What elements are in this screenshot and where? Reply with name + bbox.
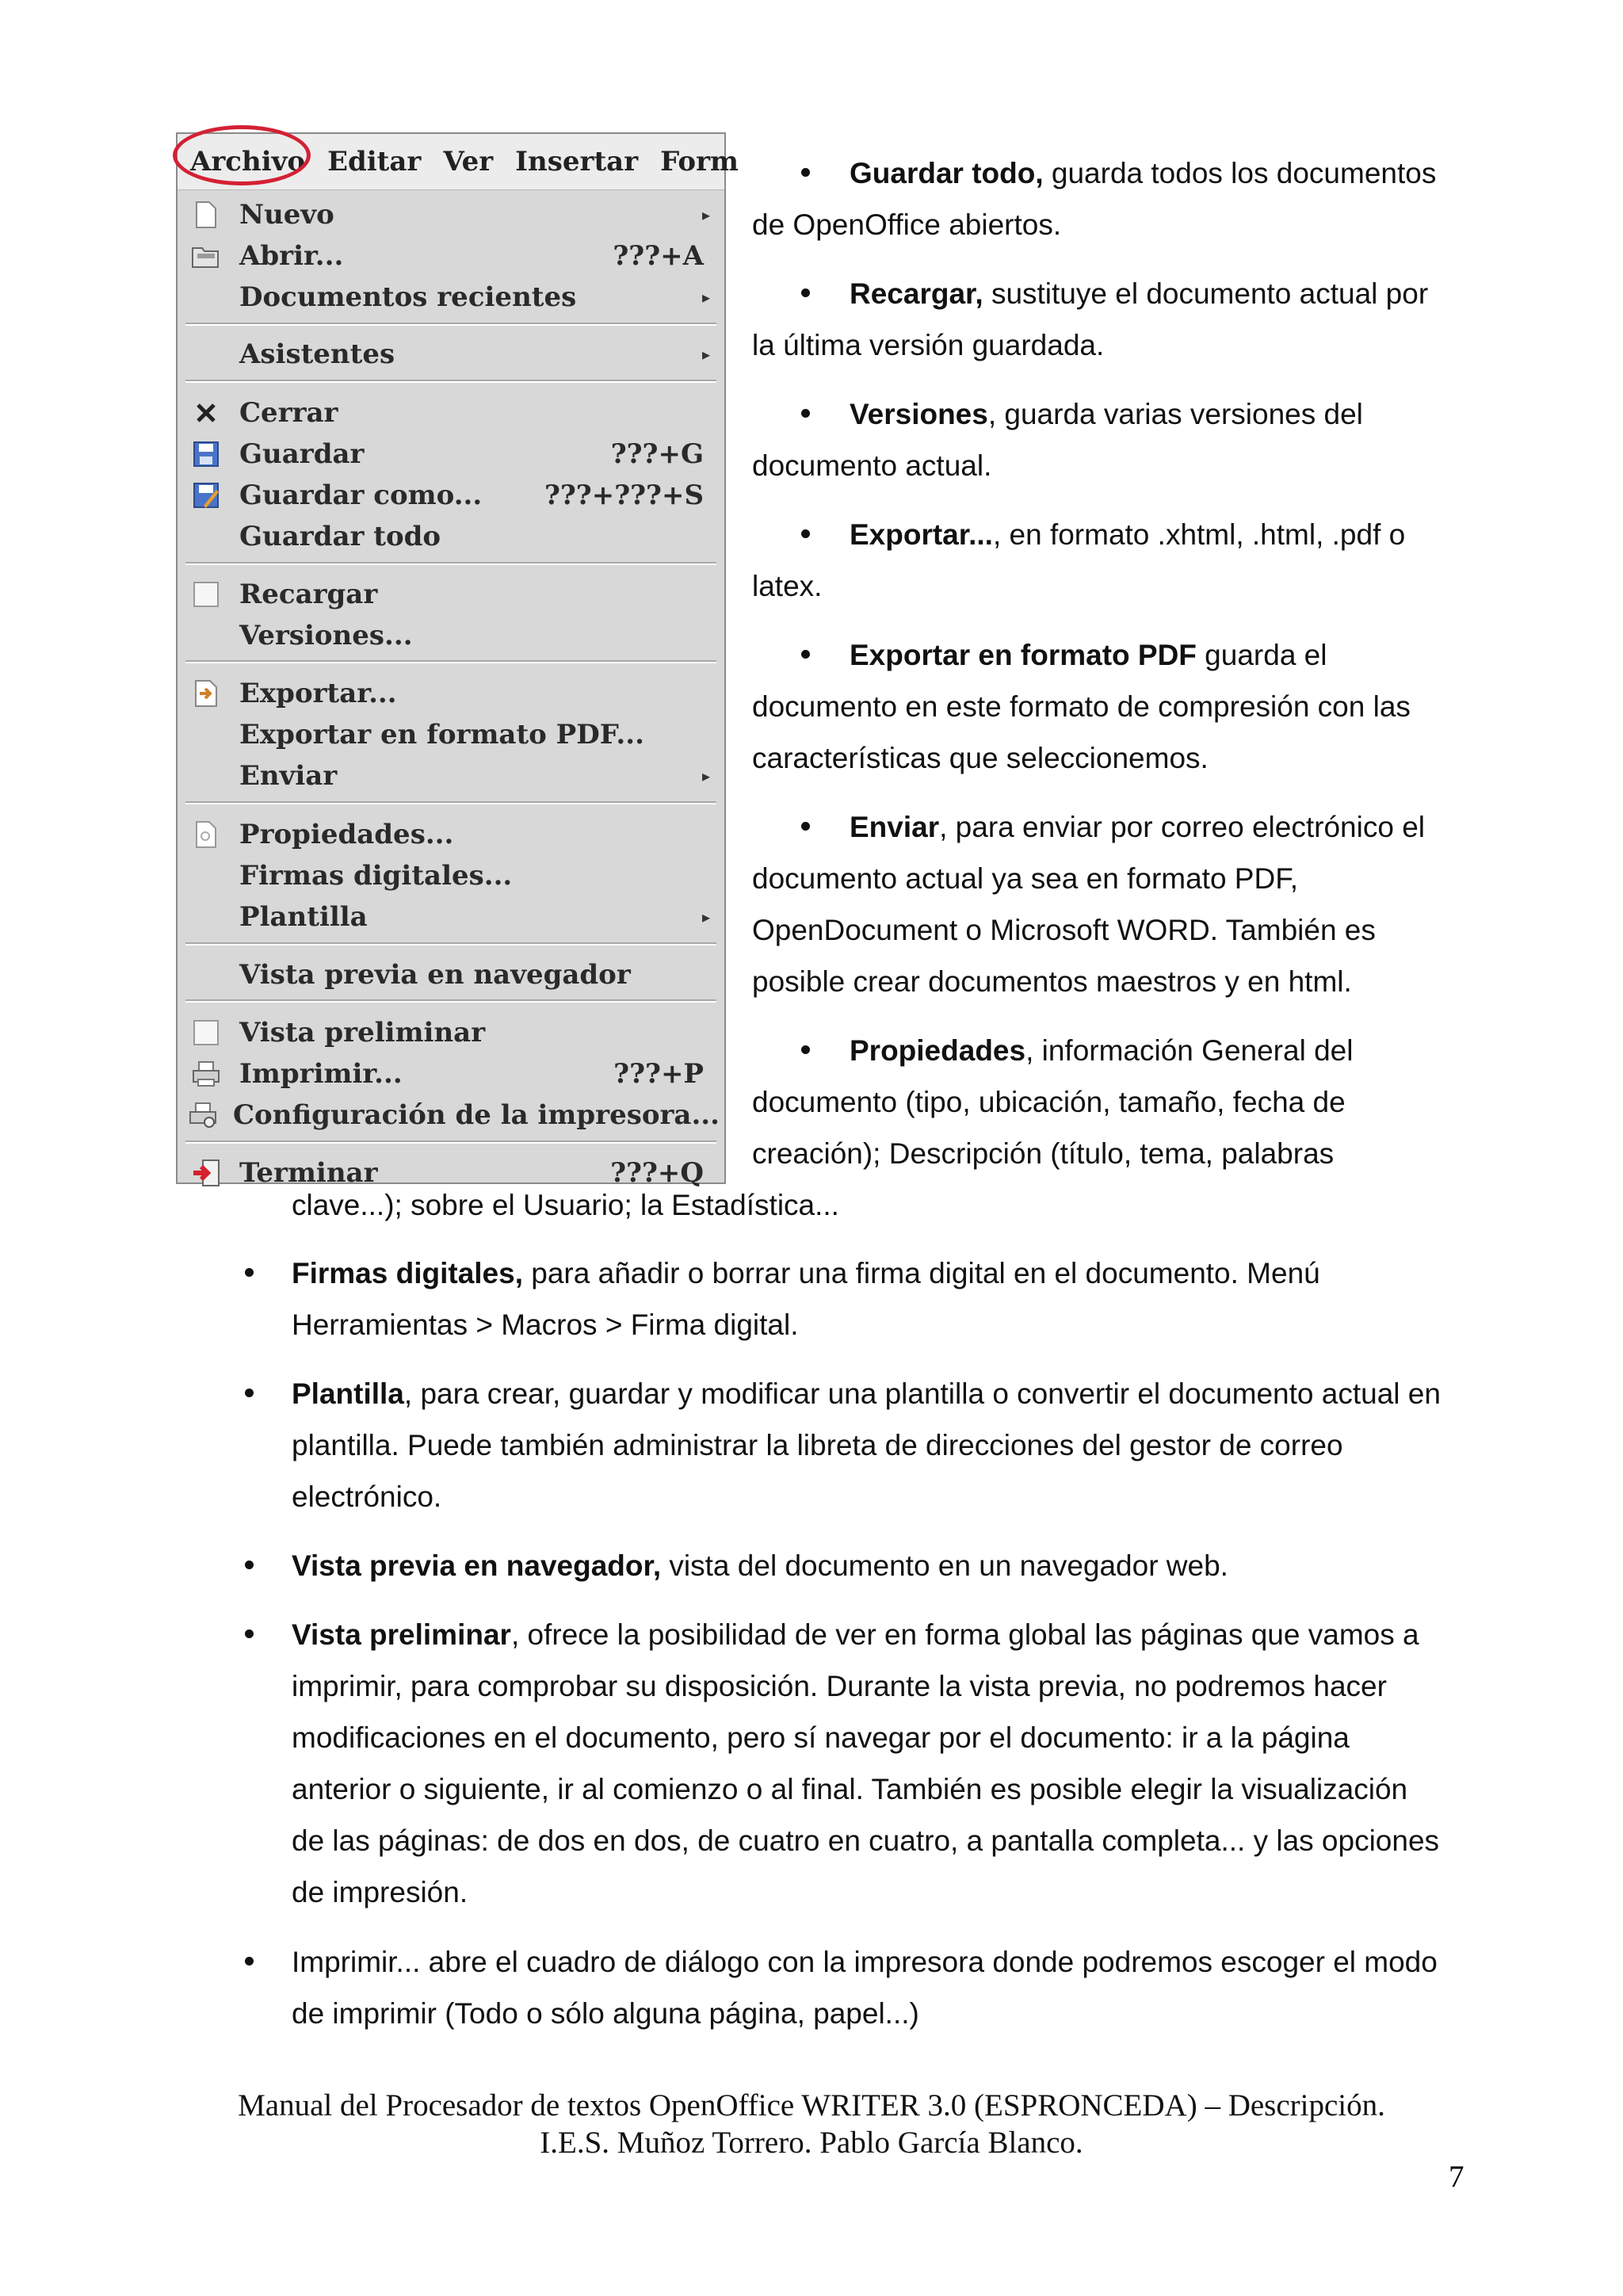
item-vista-previa-line1: Vista previa en navegador, vista del documento en un navegador web. <box>292 1549 1228 1582</box>
bullet-icon <box>801 1045 810 1054</box>
menu-separator <box>185 801 716 804</box>
exit-icon <box>189 1157 223 1189</box>
menu-item-configuracion-impresora[interactable]: Configuración de la impresora... <box>185 1095 716 1136</box>
menu-item-imprimir[interactable]: Imprimir... ???+P <box>185 1053 716 1095</box>
submenu-arrow-icon: ▸ <box>701 288 710 307</box>
item-vista-preliminar-line6: de impresión. <box>292 1876 468 1908</box>
menu-item-vista-preliminar[interactable]: Vista preliminar <box>185 1012 716 1053</box>
item-plantilla-line2: plantilla. Puede también administrar la libreta de direcciones del gestor de correo <box>292 1429 1343 1461</box>
bullet-icon <box>245 1629 254 1638</box>
item-plantilla-line3: electrónico. <box>292 1480 442 1513</box>
menu-item-cerrar[interactable]: Cerrar <box>185 392 716 434</box>
bullet-icon <box>801 650 810 659</box>
menu-item-documentos-recientes[interactable]: Documentos recientes ▸ <box>239 281 710 313</box>
item-propiedades-line1: Propiedades, información General del <box>850 1034 1354 1067</box>
bullet-icon <box>245 1561 254 1569</box>
item-exportar-line2: latex. <box>752 570 823 602</box>
menu-separator <box>185 942 716 946</box>
footer-line2: I.E.S. Muñoz Torrero. Pablo García Blanco. <box>540 2126 1083 2160</box>
footer-line1: Manual del Procesador de textos OpenOffice WRITER 3.0 (ESPRONCEDA) – Descripción. <box>238 2088 1385 2122</box>
item-imprimir-line1: Imprimir... abre el cuadro de diálogo con la impresora donde podremos escoger el modo <box>292 1946 1438 1978</box>
menu-item-exportar[interactable]: Exportar... <box>185 673 716 714</box>
menu-separator <box>185 999 716 1003</box>
menu-item-propiedades[interactable]: Propiedades... <box>185 814 716 855</box>
item-vista-preliminar-line1: Vista preliminar, ofrece la posibilidad de ver en forma global las páginas que vamos a <box>292 1618 1419 1651</box>
item-vista-preliminar-line5: de las páginas: de dos en dos, de cuatro en cuatro, a pantalla completa... y las opciones <box>292 1824 1440 1857</box>
item-propiedades-line3: creación); Descripción (título, tema, palabras <box>752 1137 1335 1170</box>
printer-icon <box>189 1058 223 1090</box>
submenu-arrow-icon: ▸ <box>701 907 710 926</box>
bullet-icon <box>245 1389 254 1397</box>
item-vista-preliminar-line4: anterior o siguiente, ir al comienzo o al final. También es posible elegir la visualización <box>292 1773 1408 1805</box>
file-menu-dropdown <box>178 191 724 1189</box>
printer-settings-icon <box>189 1099 217 1131</box>
bullet-icon <box>801 529 810 538</box>
item-propiedades-line2: documento (tipo, ubicación, tamaño, fecha de <box>752 1086 1346 1118</box>
menu-item-guardar[interactable]: Guardar ???+G <box>185 434 716 475</box>
menu-separator <box>185 562 716 565</box>
menu-item-guardar-como[interactable]: Guardar como... ???+???+S <box>185 475 716 516</box>
item-exportar-line1: Exportar..., en formato .xhtml, .html, .pdf o <box>850 518 1406 551</box>
item-recargar-line1: Recargar, sustituye el documento actual por <box>850 277 1429 310</box>
bullet-icon <box>245 1957 254 1966</box>
menu-item-vista-previa-navegador[interactable]: Vista previa en navegador <box>239 959 631 991</box>
menu-separator <box>185 323 716 326</box>
item-exportar-pdf-line2: documento en este formato de compresión con las <box>752 690 1411 723</box>
item-versiones-line2: documento actual. <box>752 449 992 482</box>
item-firmas-line1: Firmas digitales, para añadir o borrar una firma digital en el documento. Menú <box>292 1257 1320 1289</box>
reload-icon <box>189 579 223 610</box>
item-propiedades-line4: clave...); sobre el Usuario; la Estadística... <box>292 1189 839 1221</box>
menubar-ver[interactable]: Ver <box>443 146 494 178</box>
item-exportar-pdf-line3: características que seleccionemos. <box>752 742 1209 774</box>
export-icon <box>189 678 223 709</box>
item-vista-preliminar-line3: modificaciones en el documento, pero sí navegar por el documento: ir a la página <box>292 1721 1350 1754</box>
menu-item-enviar[interactable]: Enviar ▸ <box>239 760 710 792</box>
new-document-icon <box>189 199 223 231</box>
properties-icon <box>189 819 223 850</box>
menu-item-versiones[interactable]: Versiones... <box>239 620 413 651</box>
item-enviar-line3: OpenDocument o Microsoft WORD. También es <box>752 914 1376 946</box>
menubar-archivo-label: Archivo <box>190 146 306 178</box>
save-as-icon <box>189 479 223 511</box>
menu-separator <box>185 660 716 663</box>
bullet-icon <box>801 168 810 177</box>
item-recargar-line2: la última versión guardada. <box>752 329 1105 361</box>
file-menu-screenshot <box>176 132 739 1189</box>
item-guardar-todo-line1: Guardar todo, guarda todos los documentos <box>850 157 1437 189</box>
item-versiones-line1: Versiones, guarda varias versiones del <box>850 398 1363 430</box>
menu-item-nuevo[interactable]: Nuevo ▸ <box>185 194 716 235</box>
menu-item-plantilla[interactable]: Plantilla ▸ <box>239 901 710 933</box>
menu-separator <box>185 380 716 383</box>
item-guardar-todo-line2: de OpenOffice abiertos. <box>752 208 1062 241</box>
menu-item-terminar[interactable]: Terminar ???+Q <box>185 1152 716 1194</box>
bullet-icon <box>801 288 810 297</box>
menu-item-recargar[interactable]: Recargar <box>185 574 716 615</box>
submenu-arrow-icon: ▸ <box>701 205 710 224</box>
menu-separator <box>185 1140 716 1144</box>
item-plantilla-line1: Plantilla, para crear, guardar y modificar una plantilla o convertir el documento actual en <box>292 1377 1441 1410</box>
menu-item-firmas-digitales[interactable]: Firmas digitales... <box>239 860 513 892</box>
bullet-icon <box>801 822 810 831</box>
item-exportar-pdf-line1: Exportar en formato PDF guarda el <box>850 639 1327 671</box>
menubar-insertar[interactable]: Insertar <box>515 146 639 178</box>
save-disk-icon <box>189 438 223 470</box>
page-number: 7 <box>1449 2160 1465 2194</box>
open-folder-icon <box>189 240 223 272</box>
menu-item-exportar-pdf[interactable]: Exportar en formato PDF... <box>239 719 644 751</box>
menubar <box>178 134 739 190</box>
item-enviar-line2: documento actual ya sea en formato PDF, <box>752 862 1298 895</box>
item-enviar-line1: Enviar, para enviar por correo electrónico el <box>850 811 1425 843</box>
menubar-formato[interactable]: Form <box>660 146 739 178</box>
item-enviar-line4: posible crear documentos maestros y en html. <box>752 965 1352 998</box>
menu-item-guardar-todo[interactable]: Guardar todo <box>239 521 441 552</box>
item-firmas-line2: Herramientas > Macros > Firma digital. <box>292 1308 799 1341</box>
item-vista-preliminar-line2: imprimir, para comprobar su disposición. Durante la vista previa, no podremos hacer <box>292 1670 1387 1702</box>
menu-item-asistentes[interactable]: Asistentes ▸ <box>239 338 710 370</box>
menubar-editar[interactable]: Editar <box>327 146 422 178</box>
menu-item-abrir[interactable]: Abrir... ???+A <box>185 235 716 277</box>
bullet-icon <box>245 1268 254 1277</box>
submenu-arrow-icon: ▸ <box>701 345 710 364</box>
bullet-icon <box>801 409 810 418</box>
close-x-icon <box>189 397 223 429</box>
menubar-archivo[interactable] <box>178 146 316 178</box>
item-imprimir-line2: de imprimir (Todo o sólo alguna página, papel...) <box>292 1997 919 2030</box>
submenu-arrow-icon: ▸ <box>701 766 710 785</box>
preview-icon <box>189 1017 223 1049</box>
